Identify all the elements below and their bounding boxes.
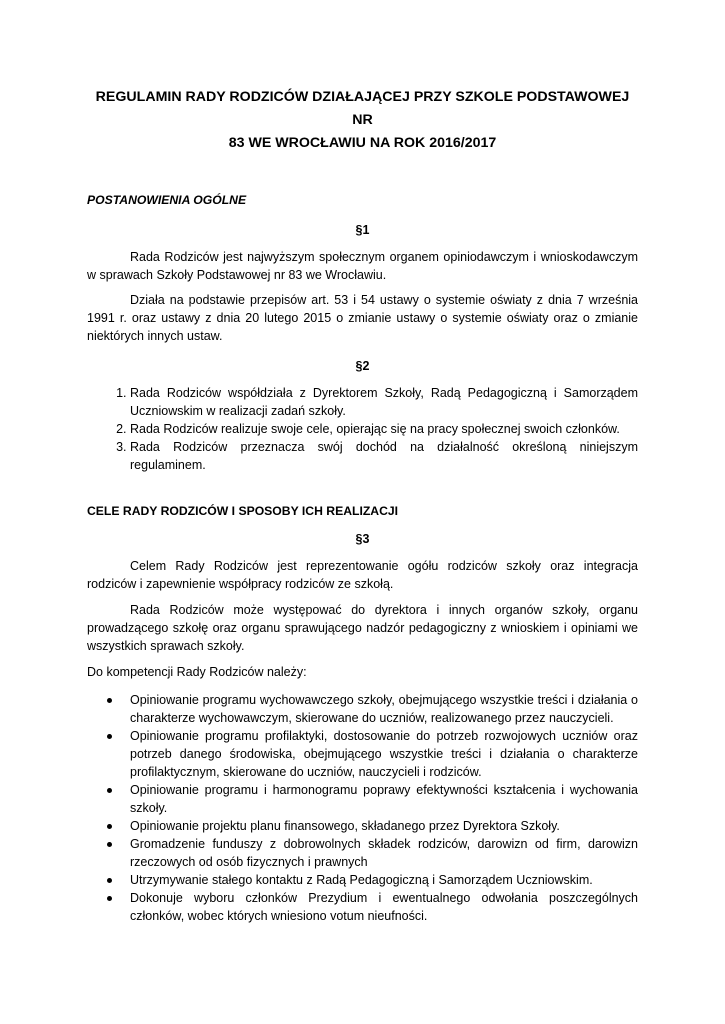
competence-intro: Do kompetencji Rady Rodziców należy: (87, 665, 307, 679)
list-item: Dokonuje wyboru członków Prezydium i ewentualnego odwołania poszczególnych członków, wobec których wniesiono votum nieufności. (130, 891, 638, 923)
list-item: Opiniowanie projektu planu finansowego, składanego przez Dyrektora Szkoły. (130, 817, 638, 835)
paragraph-number-3: §3 (355, 532, 370, 546)
list-item: 2. Rada Rodziców realizuje swoje cele, opierając się na pracy społecznej swoich członków. (130, 420, 638, 438)
title-line-2: 83 WE WROCŁAWIU NA ROK 2016/2017 (228, 135, 497, 151)
list-item: 1. Rada Rodziców współdziała z Dyrektorem Szkoły, Radą Pedagogiczną i Samorządem Uczniowskim w realizacji zadań szkoły. (130, 384, 638, 420)
document-title (87, 86, 638, 155)
list-item: Opiniowanie programu i harmonogramu poprawy efektywności kształcenia i wychowania szkoły. (130, 783, 638, 815)
paragraph-3-text-2: Rada Rodziców może występować do dyrektora i innych organów szkoły, organu prowadzącego szkołę oraz organu sprawującego nadzór pedagogiczny z wnioskiem i opiniami we wszystkich sprawach szkoły. (87, 603, 638, 653)
paragraph-1-text-1: Rada Rodziców jest najwyższym społecznym organem opiniodawczym i wnioskodawczym w sprawach Szkoły Podstawowej nr 83 we Wrocławiu. (87, 250, 638, 282)
section-heading-general: POSTANOWIENIA OGÓLNE (87, 193, 247, 207)
paragraph-number-2: §2 (355, 359, 370, 373)
paragraph-2-list (87, 384, 638, 474)
list-item: Opiniowanie programu profilaktyki, dostosowanie do potrzeb rozwojowych uczniów oraz potrzeb danego środowiska, obejmującego wszystkie treści i działania o charakterze profilaktycznym, skierowane do uczniów, nauczycieli i rodziców. (130, 729, 638, 779)
paragraph-number-1: §1 (355, 223, 370, 237)
title-line-1: REGULAMIN RADY RODZICÓW DZIAŁAJĄCEJ PRZY SZKOLE PODSTAWOWEJ NR (95, 89, 630, 128)
list-item: Opiniowanie programu wychowawczego szkoły, obejmującego wszystkie treści i działania o charakterze wychowawczym, skierowane do uczniów, realizowanego przez nauczycieli. (130, 693, 638, 725)
list-item: 3. Rada Rodziców przeznacza swój dochód na działalność określoną niniejszym regulaminem. (130, 438, 638, 474)
paragraph-3-text-1: Celem Rady Rodziców jest reprezentowanie ogółu rodziców szkoły oraz integracja rodziców i zapewnienie współpracy rodziców ze szkołą. (87, 559, 638, 591)
section-heading-goals: CELE RADY RODZICÓW I SPOSOBY ICH REALIZACJI (87, 504, 399, 518)
list-item: Utrzymywanie stałego kontaktu z Radą Pedagogiczną i Samorządem Uczniowskim. (130, 871, 638, 889)
list-item: Gromadzenie funduszy z dobrowolnych składek rodziców, darowizn od firm, darowizn rzeczowych od osób fizycznych i prawnych (130, 837, 638, 869)
competence-list (87, 691, 638, 925)
paragraph-1-text-2: Działa na podstawie przepisów art. 53 i 54 ustawy o systemie oświaty z dnia 7 września 1991 r. oraz ustawy z dnia 20 lutego 2015 o zmianie ustawy o systemie oświaty oraz o zmianie niektórych innych ustaw. (87, 293, 638, 343)
